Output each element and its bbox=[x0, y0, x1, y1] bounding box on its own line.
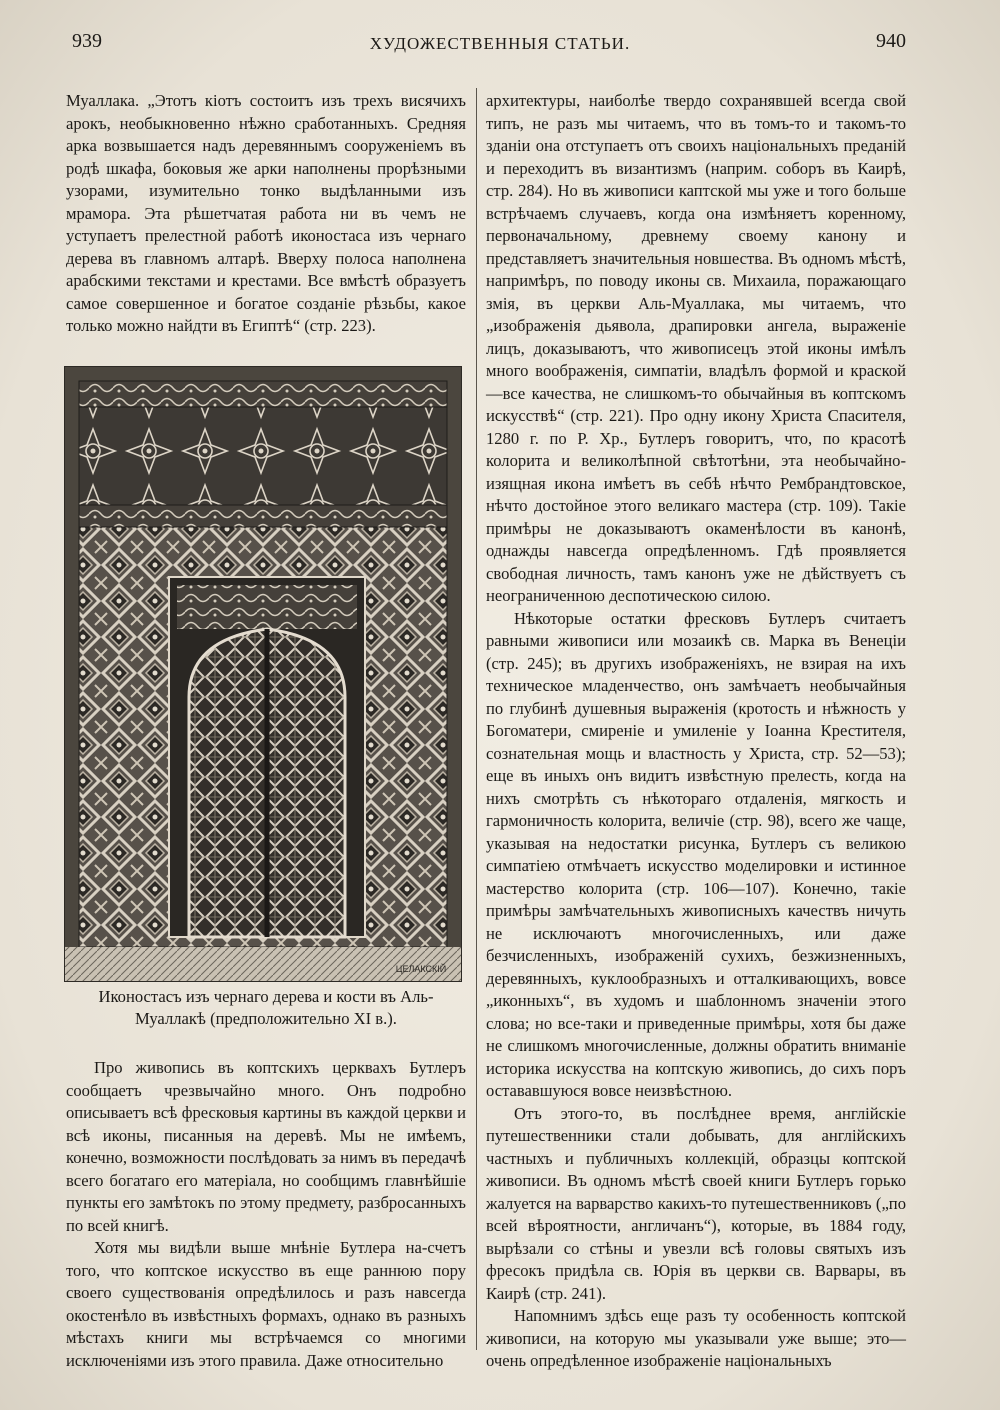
right-column bbox=[486, 90, 906, 1373]
page-number-left: 939 bbox=[72, 30, 102, 52]
figure-caption: Иконостасъ изъ чернаго дерева и кости въ Аль-Муаллакѣ (предположительно XI в.). bbox=[98, 987, 434, 1028]
paragraph: Муаллака. „Этотъ кіотъ состоитъ изъ трехъ висячихъ арокъ, необыкновенно нѣжно сработанныхъ. Средняя арка возвышается надъ деревяннымъ сооруженіемъ въ родѣ шкафа, боковыя же арки наполнены прорѣзными узорами, изумительно тонко выдѣланными изъ мрамора. Эта рѣшетчатая работа ни въ чемъ не уступаетъ прелестной работѣ иконостаса изъ чернаго дерева въ главномъ алтарѣ. Вверху полоса наполнена арабскими текстами и крестами. Все вмѣстѣ образуетъ самое совершенное и богатое созданіе рѣзьбы, какое только можно найдти въ Египтѣ“ (стр. 223). bbox=[66, 91, 466, 335]
left-column-top bbox=[66, 90, 466, 338]
paragraph: Хотя мы видѣли выше мнѣніе Бутлера на-счетъ того, что коптское искусство въ еще раннюю пору своего существованія опредѣлилось и разъ навсегда окостенѣло въ извѣстныхъ формахъ, однако въ разныхъ мѣстахъ книги мы встрѣчаемся со многими исключеніями изъ этого правила. Даже относительно bbox=[66, 1238, 466, 1370]
paragraph: Нѣкоторые остатки фресковъ Бутлеръ считаетъ равными живописи или мозаикѣ св. Марка въ Венеціи (стр. 245); въ другихъ изображеніяхъ, не взирая на ихъ техническое младенчество, онъ замѣчаетъ необычайныя по глубинѣ душевныя выраженія (кротость и нѣжность у Богоматери, смиреніе и умиленіе у Іоанна Крестителя, сознательная мощь и властность у Христа, стр. 52—53); еще въ иныхъ онъ видитъ извѣстную прелесть, когда на нихъ смотрѣть съ нѣкотораго отдаленія, мягкость и гармоничность колорита, величіе (стр. 98), всего же чаще, указывая на недостатки рисунка, Бутлеръ съ великою симпатіею отмѣчаетъ искусство моделировки и истинное мастерство колорита (стр. 106—107). Конечно, такіе примѣры замѣчательныхъ живописныхъ качествъ ничуть не исключаютъ многочисленныхъ, или даже безчисленныхъ, изображеній сухихъ, безжизненныхъ, деревянныхъ, куклообразныхъ и отталкивающихъ, вовсе „иконныхъ“, въ худомъ и шаблонномъ значеніи этого слова; но все-таки и приведенные примѣры, хотя бы даже не слишкомъ многочисленные, должны обратить вниманіе историка искусства на коптскую живопись, до сихъ поръ остававшуюся вовсе неизвѣстною. bbox=[486, 608, 906, 1100]
page-number-right: 940 bbox=[876, 30, 906, 52]
paragraph: Отъ этого-то, въ послѣднее время, англійскіе путешественники стали добывать, для англійскихъ частныхъ и публичныхъ коллекцій, образцы коптской живописи. Въ одномъ мѣстѣ своей книги Бутлеръ горько жалуется на варварство какихъ-то путешественниковъ („по всей вѣроятности, англичанъ“), которые, въ 1884 году, вырѣзали со стѣны и увезли всѣ головы святыхъ изъ фресокъ придѣла св. Юрія въ церкви св. Варвары, въ Каирѣ (стр. 241). bbox=[486, 1103, 906, 1303]
engraver-signature: ЦЕЛАКСКІЙ bbox=[395, 964, 447, 974]
paragraph: Напомнимъ здѣсь еще разъ ту особенность коптской живописи, на которую мы указывали уже выше; это—очень опредѣленное изображеніе національныхъ bbox=[486, 1306, 906, 1370]
paragraph: архитектуры, наиболѣе твердо сохранявшей всегда свой типъ, не разъ мы читаемъ, что въ томъ-то и такомъ-то зданіи она отступаетъ отъ своихъ національныхъ преданій и переходитъ въ византизмъ (наприм. соборъ въ Каирѣ, стр. 284). Но въ живописи каптской мы уже и того больше встрѣчаемъ случаевъ, когда она измѣняетъ коренному, первоначальному, древнему своему канону и представляетъ значительныя новшества. Въ одномъ мѣстѣ, напримѣръ, по поводу иконы св. Михаила, поражающаго змія, въ церкви Аль-Муаллака, мы читаемъ, что „изображенія дьявола, драпировки ангела, выраженіе лицъ, доказываютъ, что живописецъ этой иконы имѣлъ много воображенія, симпатіи, владѣлъ формой и краской—все качества, не слишкомъ-то обычайныя въ коптскомъ искусствѣ“ (стр. 221). Про одну икону Христа Спасителя, 1280 г. по Р. Хр., Бутлеръ говоритъ, что, по красотѣ колорита и великолѣпной свѣтотѣни, эта необычайно-изящная икона имѣетъ въ себѣ нѣчто Рембрандтовское, нѣчто достойное этого великаго мастера (стр. 109). Такіе примѣры не доказываютъ окаменѣлости въ канонѣ, однажды навсегда опредѣленномъ. Гдѣ проявляется свободная личность, тамъ канонъ уже не дѣйствуетъ съ неограниченною деспотическою силою. bbox=[486, 91, 906, 605]
running-title: ХУДОЖЕСТВЕННЫЯ СТАТЬИ. bbox=[369, 34, 631, 53]
left-column-bottom bbox=[66, 1057, 466, 1372]
iconostasis-engraving bbox=[64, 366, 462, 982]
paragraph: Про живопись въ коптскихъ церквахъ Бутлеръ сообщаетъ чрезвычайно много. Онъ подробно описываетъ всѣ фресковыя картины въ каждой церкви и всѣ иконы, писанныя на деревѣ. Мы не имѣемъ, конечно, возможности послѣдовать за нимъ въ передачѣ всего богатаго его матеріала, но сообщимъ главнѣйшіе пункты его замѣтокъ по этому предмету, разбросанныхъ по всей книгѣ. bbox=[66, 1058, 466, 1235]
column-divider bbox=[476, 88, 477, 1350]
